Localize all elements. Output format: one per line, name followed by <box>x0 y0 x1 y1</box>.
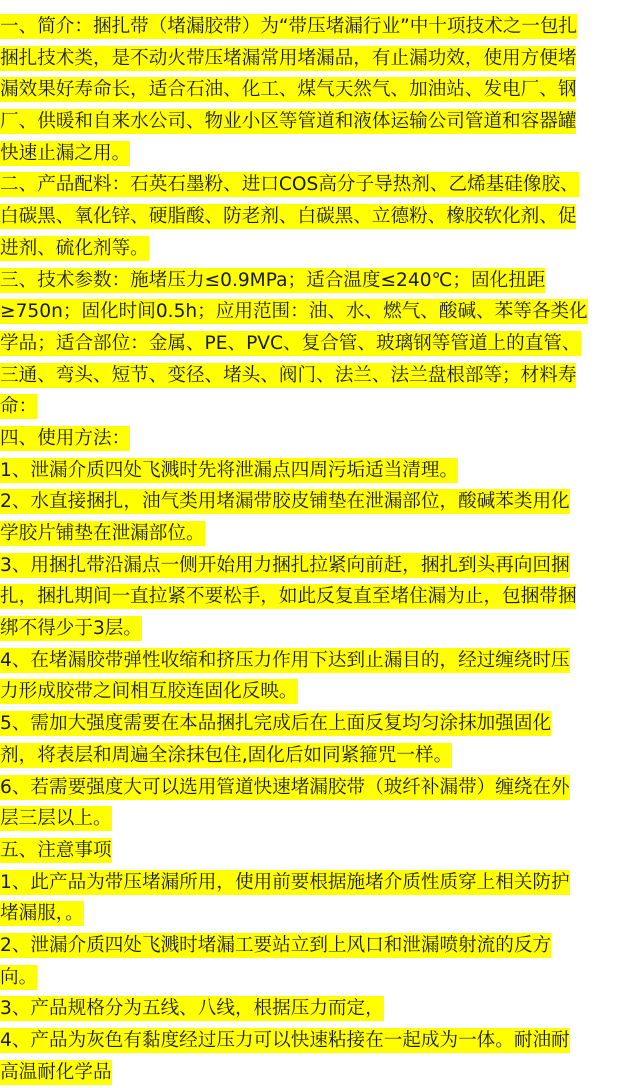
text-line <box>0 867 620 899</box>
text-line <box>0 43 620 75</box>
highlighted-text: 五、注意事项 <box>0 839 112 861</box>
text-line <box>0 772 620 804</box>
text-line <box>0 296 620 328</box>
text-line <box>0 486 620 518</box>
text-line <box>0 613 620 645</box>
highlighted-text: 5、需加大强度需要在本品捆扎完成后在上面反复均匀涂抹加强固化 <box>0 713 552 735</box>
highlighted-text: 剂，将表层和周遍全涂抹包住,固化后如同紧箍咒一样。 <box>0 744 453 766</box>
text-line <box>0 1025 620 1057</box>
text-line <box>0 898 620 930</box>
text-line <box>0 265 620 297</box>
highlighted-text: 4、在堵漏胶带弹性收缩和挤压力作用下达到止漏目的，经过缠绕时压 <box>0 649 570 671</box>
text-line <box>0 581 620 613</box>
text-line <box>0 676 620 708</box>
highlighted-text: 2、泄漏介质四处飞溅时堵漏工要站立到上风口和泄漏喷射流的反方 <box>0 934 552 956</box>
highlighted-text: 3、用捆扎带沿漏点一侧开始用力捆扎拉紧向前赶，捆扎到头再向回捆 <box>0 554 570 576</box>
text-line <box>0 835 620 867</box>
highlighted-text: 1、此产品为带压堵漏所用，使用前要根据施堵介质性质穿上相关防护 <box>0 871 570 893</box>
highlighted-text: 堵漏服，。 <box>0 903 84 925</box>
text-line <box>0 518 620 550</box>
text-line <box>0 11 620 43</box>
text-line <box>0 1057 620 1088</box>
highlighted-text: 2、水直接捆扎，油气类用堵漏带胶皮铺垫在泄漏部位，酸碱苯类用化 <box>0 491 570 513</box>
highlighted-text: 扎，捆扎期间一直拉紧不要松手，如此反复直至堵住漏为止，包捆带捆 <box>0 586 577 608</box>
highlighted-text: 4、产品为灰色有黏度经过压力可以快速粘接在一起成为一体。耐油耐 <box>0 1030 570 1051</box>
highlighted-text: 进剂、硫化剂等。 <box>0 237 149 259</box>
text-line <box>0 201 620 233</box>
highlighted-text: 捆扎技术类，是不动火带压堵漏常用堵漏品，有止漏功效，使用方便堵 <box>0 47 577 69</box>
text-line <box>0 455 620 487</box>
highlighted-text: 1、泄漏介质四处飞溅时先将泄漏点四周污垢适当清理。 <box>0 459 459 481</box>
text-line <box>0 74 620 106</box>
text-line <box>0 803 620 835</box>
text-line <box>0 391 620 423</box>
document-body <box>0 11 620 1088</box>
text-line <box>0 423 620 455</box>
text-line <box>0 708 620 740</box>
text-line <box>0 328 620 360</box>
highlighted-text: ≥750n；固化时间0.5h；应用范围：油、水、燃气、酸碱、苯等各类化 <box>0 301 588 323</box>
highlighted-text: 向。 <box>0 966 38 988</box>
text-line <box>0 962 620 994</box>
text-line <box>0 106 620 138</box>
highlighted-text: 快速止漏之用。 <box>0 142 131 164</box>
text-line <box>0 740 620 772</box>
text-line <box>0 550 620 582</box>
text-line <box>0 993 620 1025</box>
text-line <box>0 360 620 392</box>
highlighted-text: 命： <box>0 396 38 418</box>
text-line <box>0 930 620 962</box>
highlighted-text: 厂、供暖和自来水公司、物业小区等管道和液体运输公司管道和容器罐 <box>0 111 577 133</box>
highlighted-text: 三通、弯头、短节、变径、堵头、阀门、法兰、法兰盘根部等；材料寿 <box>0 364 577 386</box>
highlighted-text: 3、产品规格分为五线、八线，根据压力而定， <box>0 998 384 1020</box>
highlighted-text: 三、技术参数：施堵压力≤0.9MPa；适合温度≤240℃；固化扭距 <box>0 269 546 291</box>
highlighted-text: 层三层以上。 <box>0 808 112 830</box>
highlighted-text: 漏效果好寿命长，适合石油、化工、煤气天然气、加油站、发电厂、钢 <box>0 79 577 101</box>
highlighted-text: 白碳黑、氧化锌、硬脂酸、防老剂、白碳黑、立德粉、橡胶软化剂、促 <box>0 206 577 228</box>
text-line <box>0 645 620 677</box>
text-line <box>0 233 620 265</box>
highlighted-text: 一、简介：捆扎带（堵漏胶带）为“带压堵漏行业”中十项技术之一包扎 <box>0 16 578 37</box>
highlighted-text: 力形成胶带之间相互胶连固化反映。 <box>0 681 298 703</box>
highlighted-text: 绑不得少于3层。 <box>0 618 142 640</box>
highlighted-text: 学胶片铺垫在泄漏部位。 <box>0 523 205 544</box>
text-line <box>0 169 620 201</box>
highlighted-text: 高温耐化学品 <box>0 1061 112 1083</box>
highlighted-text: 二、产品配料：石英石墨粉、进口COS高分子导热剂、乙烯基硅像胶、 <box>0 174 579 196</box>
highlighted-text: 四、使用方法： <box>0 427 131 449</box>
highlighted-text: 学品；适合部位：金属、PE、PVC、复合管、玻璃钢等管道上的直管、 <box>0 332 581 354</box>
text-line <box>0 138 620 170</box>
highlighted-text: 6、若需要强度大可以选用管道快速堵漏胶带（玻纤补漏带）缠绕在外 <box>0 776 570 798</box>
